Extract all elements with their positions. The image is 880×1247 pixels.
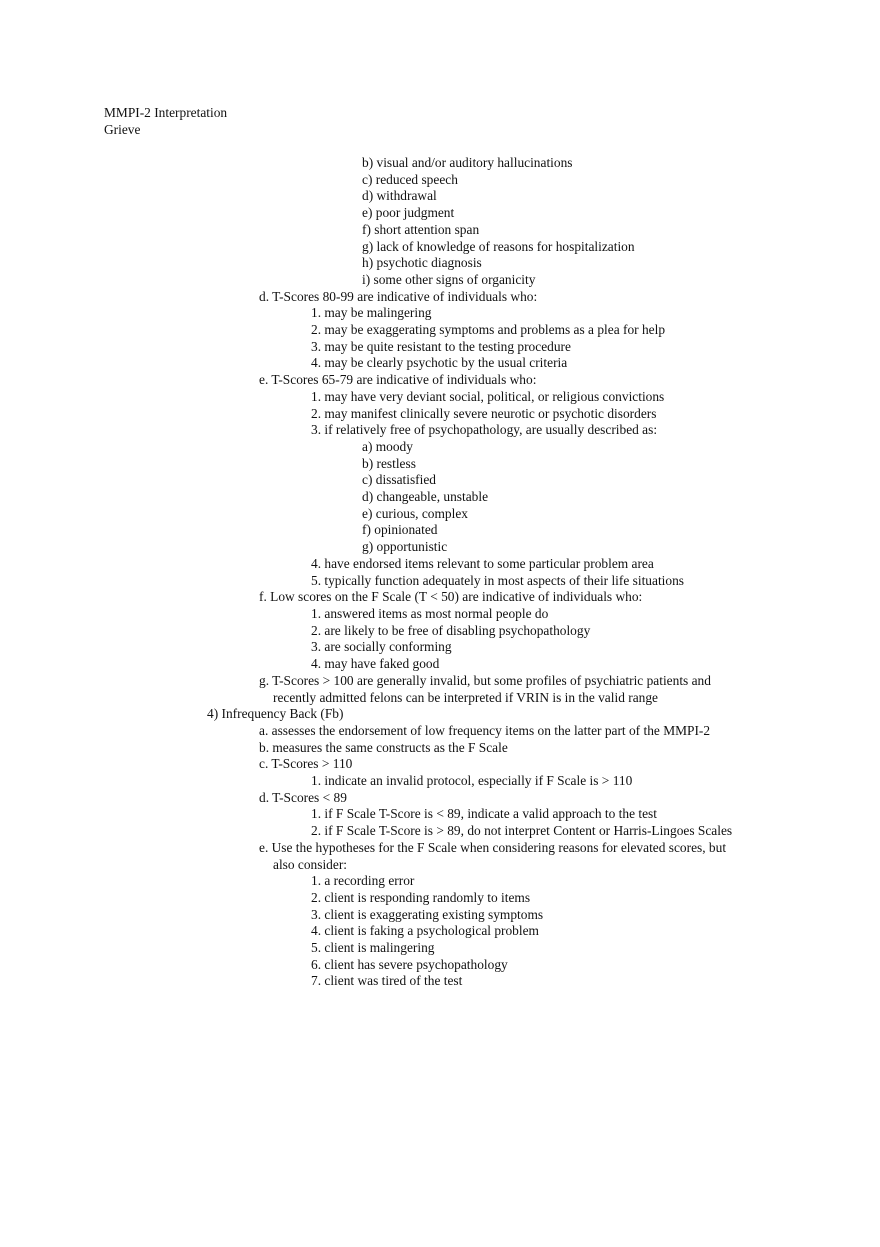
outline-subitem: 1. a recording error: [311, 873, 415, 889]
outline-subitem: 2. may manifest clinically severe neurotic or psychotic disorders: [311, 405, 657, 421]
outline-subsubitem: b) visual and/or auditory hallucinations: [362, 155, 573, 170]
outline-subitem: 4. may have faked good: [311, 656, 440, 672]
document-header: [104, 105, 227, 138]
outline-subsubitem: d) withdrawal: [362, 188, 437, 204]
outline-subitem: 3. may be quite resistant to the testing procedure: [311, 338, 571, 354]
outline-subsubitem: c) dissatisfied: [362, 472, 437, 488]
outline-subsubitem: b) restless: [362, 455, 416, 471]
outline-item: e. Use the hypotheses for the F Scale when considering reasons for elevated scores, but: [259, 839, 727, 855]
outline-subsubitem: g) lack of knowledge of reasons for hospitalization: [362, 238, 635, 254]
outline-subitem: 1. answered items as most normal people do: [311, 605, 549, 621]
outline-subsubitem: e) curious, complex: [362, 505, 468, 521]
outline-item: e. T-Scores 65-79 are indicative of individuals who:: [259, 372, 537, 388]
outline-subsubitem: i) some other signs of organicity: [362, 271, 536, 287]
outline-subsubitem: c) reduced speech: [362, 171, 458, 187]
document-author: Grieve: [104, 121, 141, 137]
outline-item: d. T-Scores 80-99 are indicative of individuals who:: [259, 288, 538, 304]
outline-subitem: 4. may be clearly psychotic by the usual criteria: [311, 355, 568, 371]
outline-item: g. T-Scores > 100 are generally invalid, but some profiles of psychiatric patients and: [259, 672, 711, 688]
outline-item: a. assesses the endorsement of low frequency items on the latter part of the MMPI-2: [259, 722, 711, 738]
outline-subitem: 4. have endorsed items relevant to some particular problem area: [311, 555, 654, 571]
outline-item: f. Low scores on the F Scale (T < 50) are indicative of individuals who:: [259, 589, 643, 605]
outline-subitem: 2. may be exaggerating symptoms and problems as a plea for help: [311, 322, 666, 338]
outline-subsubitem: a) moody: [362, 438, 413, 454]
outline-subitem: 3. if relatively free of psychopathology, are usually described as:: [311, 422, 658, 438]
outline-subsubitem: g) opportunistic: [362, 539, 448, 555]
outline-subitem: 4. client is faking a psychological problem: [311, 923, 539, 939]
outline-item-continuation: recently admitted felons can be interpreted if VRIN is in the valid range: [273, 689, 658, 705]
document-title: MMPI-2 Interpretation: [104, 105, 228, 120]
outline-subitem: 1. if F Scale T-Score is < 89, indicate a valid approach to the test: [311, 806, 657, 822]
outline-subitem: 5. client is malingering: [311, 940, 435, 956]
outline-item: b. measures the same constructs as the F Scale: [259, 739, 508, 755]
outline-item-continuation: also consider:: [273, 856, 348, 872]
outline-body: [0, 155, 880, 990]
outline-subitem: 6. client has severe psychopathology: [311, 956, 508, 972]
outline-subitem: 2. if F Scale T-Score is > 89, do not interpret Content or Harris-Lingoes Scales: [311, 823, 733, 839]
outline-subitem: 1. indicate an invalid protocol, especially if F Scale is > 110: [311, 773, 633, 789]
outline-subsubitem: d) changeable, unstable: [362, 489, 489, 505]
outline-subsubitem: e) poor judgment: [362, 205, 455, 221]
outline-subitem: 1. may have very deviant social, political, or religious convictions: [311, 388, 665, 404]
outline-subitem: 2. are likely to be free of disabling psychopathology: [311, 622, 591, 638]
outline-subitem: 3. are socially conforming: [311, 639, 452, 655]
outline-subitem: 1. may be malingering: [311, 305, 432, 321]
outline-subitem: 3. client is exaggerating existing symptoms: [311, 906, 544, 922]
outline-subitem: 2. client is responding randomly to items: [311, 889, 531, 905]
section-heading: 4) Infrequency Back (Fb): [207, 706, 344, 722]
outline-subsubitem: f) short attention span: [362, 221, 480, 237]
outline-subitem: 7. client was tired of the test: [311, 973, 463, 989]
outline-item: c. T-Scores > 110: [259, 756, 353, 772]
outline-item: d. T-Scores < 89: [259, 789, 347, 805]
outline-subsubitem: h) psychotic diagnosis: [362, 255, 482, 271]
outline-subsubitem: f) opinionated: [362, 522, 438, 538]
outline-subitem: 5. typically function adequately in most aspects of their life situations: [311, 572, 684, 588]
